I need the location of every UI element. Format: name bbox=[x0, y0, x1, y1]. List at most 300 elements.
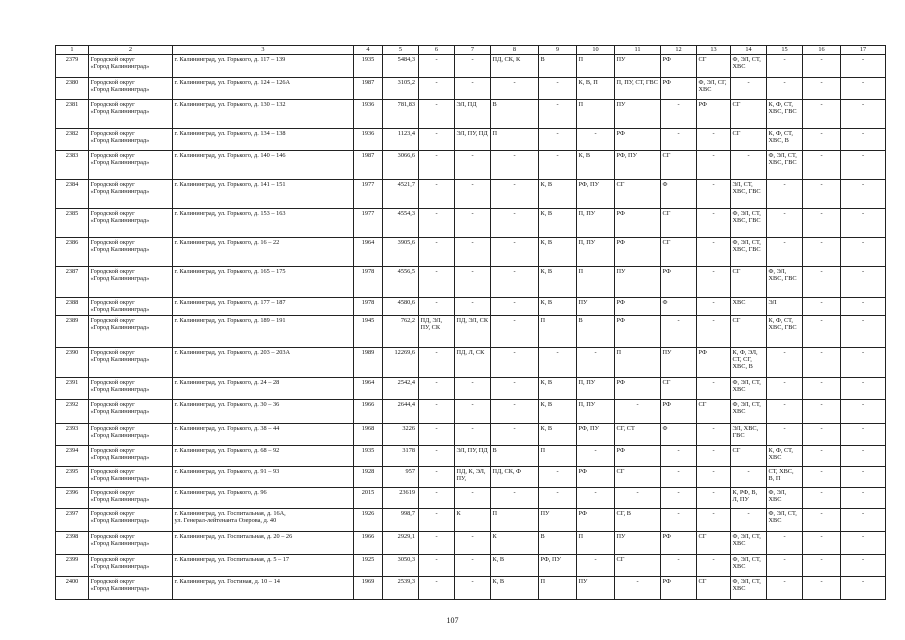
attribute-cell: - bbox=[615, 577, 661, 600]
attribute-cell: Ф, ЭЛ, СТ, ХВС bbox=[731, 577, 767, 600]
attribute-cell: - bbox=[491, 180, 539, 209]
attribute-cell: Ф, ЭЛ, СТ, ХВС bbox=[731, 400, 767, 424]
attribute-cell: ЭЛ, ПУ, ПД bbox=[455, 129, 491, 151]
year-cell: 1925 bbox=[354, 555, 383, 577]
area-cell: 4580,6 bbox=[383, 298, 419, 316]
attribute-cell: К, Ф, СТ, ХВС, ГВС bbox=[767, 316, 803, 348]
address-cell: г. Калининград, ул. Горького, д. 177 – 187 bbox=[173, 298, 354, 316]
year-cell: 1964 bbox=[354, 238, 383, 267]
area-cell: 2539,3 bbox=[383, 577, 419, 600]
attribute-cell: РФ bbox=[615, 238, 661, 267]
table-row bbox=[56, 446, 886, 467]
attribute-cell: - bbox=[491, 424, 539, 446]
attribute-cell: - bbox=[419, 298, 455, 316]
attribute-cell: К, В bbox=[577, 151, 615, 180]
attribute-cell: Ф, ЭЛ, СТ, ХВС bbox=[731, 532, 767, 555]
row-number-cell: 2396 bbox=[56, 488, 89, 509]
attribute-cell: СТ, ХВС, В, П bbox=[767, 467, 803, 488]
attribute-cell: - bbox=[803, 180, 841, 209]
attribute-cell: П bbox=[577, 532, 615, 555]
attribute-cell: К, В bbox=[539, 298, 577, 316]
address-cell: г. Калининград, ул. Горького, д. 140 – 146 bbox=[173, 151, 354, 180]
attribute-cell: - bbox=[661, 488, 697, 509]
attribute-cell: Ф bbox=[661, 298, 697, 316]
attribute-cell: СГ bbox=[731, 100, 767, 129]
attribute-cell: - bbox=[419, 238, 455, 267]
attribute-cell: П, ПУ bbox=[577, 378, 615, 400]
attribute-cell: ПД, ЭЛ, ПУ, СК bbox=[419, 316, 455, 348]
attribute-cell: - bbox=[841, 467, 886, 488]
attribute-cell: - bbox=[419, 555, 455, 577]
attribute-cell: П bbox=[491, 129, 539, 151]
area-cell: 3105,2 bbox=[383, 78, 419, 100]
table-header bbox=[56, 46, 886, 55]
attribute-cell: К, В bbox=[539, 424, 577, 446]
attribute-cell: П, ПУ bbox=[577, 400, 615, 424]
row-number-cell: 2387 bbox=[56, 267, 89, 298]
attribute-cell: - bbox=[841, 577, 886, 600]
attribute-cell: Ф, ЭЛ, СТ, ХВС bbox=[731, 378, 767, 400]
attribute-cell: СГ bbox=[661, 378, 697, 400]
municipality-cell: Городской округ «Город Калининград» bbox=[89, 180, 173, 209]
attribute-cell: - bbox=[731, 78, 767, 100]
attribute-cell: - bbox=[419, 209, 455, 238]
year-cell: 1978 bbox=[354, 298, 383, 316]
attribute-cell: - bbox=[767, 378, 803, 400]
row-number-cell: 2399 bbox=[56, 555, 89, 577]
attribute-cell: ЭЛ, ПУ, ПД bbox=[455, 446, 491, 467]
attribute-cell: СГ bbox=[697, 400, 731, 424]
table-row bbox=[56, 238, 886, 267]
attribute-cell: - bbox=[767, 209, 803, 238]
row-number-cell: 2384 bbox=[56, 180, 89, 209]
table-row bbox=[56, 151, 886, 180]
area-cell: 3178 bbox=[383, 446, 419, 467]
attribute-cell: РФ bbox=[615, 378, 661, 400]
attribute-cell: - bbox=[731, 467, 767, 488]
attribute-cell: - bbox=[615, 400, 661, 424]
attribute-cell: СГ, СТ bbox=[615, 424, 661, 446]
attribute-cell: - bbox=[491, 348, 539, 378]
attribute-cell: ПД, Л, СК bbox=[455, 348, 491, 378]
year-cell: 1978 bbox=[354, 267, 383, 298]
attribute-cell: РФ bbox=[661, 577, 697, 600]
attribute-cell: - bbox=[419, 467, 455, 488]
row-number-cell: 2385 bbox=[56, 209, 89, 238]
row-number-cell: 2393 bbox=[56, 424, 89, 446]
area-cell: 5484,3 bbox=[383, 55, 419, 78]
attribute-cell: - bbox=[803, 209, 841, 238]
table-row bbox=[56, 378, 886, 400]
year-cell: 1989 bbox=[354, 348, 383, 378]
row-number-cell: 2379 bbox=[56, 55, 89, 78]
attribute-cell: ПД, СК, Ф bbox=[491, 467, 539, 488]
attribute-cell: - bbox=[767, 238, 803, 267]
year-cell: 1964 bbox=[354, 378, 383, 400]
attribute-cell: Ф, ЭЛ, СГ, ХВС bbox=[697, 78, 731, 100]
row-number-cell: 2389 bbox=[56, 316, 89, 348]
attribute-cell: - bbox=[803, 316, 841, 348]
year-cell: 1968 bbox=[354, 424, 383, 446]
attribute-cell: - bbox=[491, 78, 539, 100]
attribute-cell: - bbox=[697, 378, 731, 400]
row-number-cell: 2395 bbox=[56, 467, 89, 488]
area-cell: 3905,6 bbox=[383, 238, 419, 267]
attribute-cell: - bbox=[803, 100, 841, 129]
attribute-cell: - bbox=[803, 467, 841, 488]
attribute-cell: - bbox=[539, 129, 577, 151]
column-header: 5 bbox=[383, 46, 419, 55]
municipality-cell: Городской округ «Город Калининград» bbox=[89, 78, 173, 100]
municipality-cell: Городской округ «Город Калининград» bbox=[89, 348, 173, 378]
table-row bbox=[56, 100, 886, 129]
header-row bbox=[56, 46, 886, 55]
attribute-cell: - bbox=[803, 424, 841, 446]
attribute-cell: - bbox=[661, 509, 697, 532]
row-number-cell: 2388 bbox=[56, 298, 89, 316]
attribute-cell: - bbox=[803, 446, 841, 467]
attribute-cell: - bbox=[697, 180, 731, 209]
attribute-cell: РФ bbox=[697, 348, 731, 378]
attribute-cell: - bbox=[577, 555, 615, 577]
column-header: 17 bbox=[841, 46, 886, 55]
attribute-cell: - bbox=[419, 151, 455, 180]
column-header: 9 bbox=[539, 46, 577, 55]
address-cell: г. Калининград, ул. Горького, д. 96 bbox=[173, 488, 354, 509]
attribute-cell: СГ bbox=[731, 316, 767, 348]
address-cell: г. Калининград, ул. Горького, д. 68 – 92 bbox=[173, 446, 354, 467]
attribute-cell: - bbox=[803, 55, 841, 78]
attribute-cell: К, В bbox=[539, 180, 577, 209]
attribute-cell: - bbox=[697, 298, 731, 316]
row-number-cell: 2398 bbox=[56, 532, 89, 555]
attribute-cell: - bbox=[841, 378, 886, 400]
attribute-cell: - bbox=[803, 78, 841, 100]
municipality-cell: Городской округ «Город Калининград» bbox=[89, 378, 173, 400]
attribute-cell: - bbox=[455, 378, 491, 400]
attribute-cell: РФ bbox=[615, 209, 661, 238]
table-row bbox=[56, 488, 886, 509]
area-cell: 2929,1 bbox=[383, 532, 419, 555]
attribute-cell: - bbox=[767, 78, 803, 100]
year-cell: 1928 bbox=[354, 467, 383, 488]
attribute-cell: П bbox=[577, 55, 615, 78]
year-cell: 1977 bbox=[354, 209, 383, 238]
attribute-cell: - bbox=[697, 129, 731, 151]
attribute-cell: - bbox=[803, 577, 841, 600]
table-row bbox=[56, 348, 886, 378]
attribute-cell: ПУ bbox=[539, 509, 577, 532]
attribute-cell: - bbox=[577, 348, 615, 378]
table-row bbox=[56, 55, 886, 78]
column-header: 12 bbox=[661, 46, 697, 55]
attribute-cell: - bbox=[841, 209, 886, 238]
attribute-cell: СГ bbox=[731, 129, 767, 151]
attribute-cell: - bbox=[615, 488, 661, 509]
address-cell: г. Калининград, ул. Горького, д. 117 – 139 bbox=[173, 55, 354, 78]
address-cell: г. Калининград, ул. Горького, д. 38 – 44 bbox=[173, 424, 354, 446]
attribute-cell: ПУ bbox=[577, 577, 615, 600]
attribute-cell: - bbox=[767, 180, 803, 209]
attribute-cell: К, В bbox=[539, 400, 577, 424]
attribute-cell: Ф, ЭЛ, СТ, ХВС, ГВС bbox=[731, 238, 767, 267]
attribute-cell: П, ПУ bbox=[577, 209, 615, 238]
attribute-cell: П bbox=[539, 446, 577, 467]
attribute-cell: - bbox=[661, 467, 697, 488]
attribute-cell: К, Ф, СТ, ХВС, В bbox=[767, 129, 803, 151]
attribute-cell: К, Ф, ЭЛ, СТ, СГ, ХВС, В bbox=[731, 348, 767, 378]
attribute-cell: П bbox=[615, 348, 661, 378]
attribute-cell: - bbox=[455, 400, 491, 424]
attribute-cell: РФ, ПУ bbox=[577, 424, 615, 446]
municipality-cell: Городской округ «Город Калининград» bbox=[89, 267, 173, 298]
table-row bbox=[56, 316, 886, 348]
attribute-cell: - bbox=[841, 100, 886, 129]
column-header: 14 bbox=[731, 46, 767, 55]
attribute-cell: П bbox=[577, 267, 615, 298]
attribute-cell: П bbox=[491, 509, 539, 532]
attribute-cell: СГ bbox=[615, 467, 661, 488]
attribute-cell: - bbox=[767, 577, 803, 600]
attribute-cell: - bbox=[455, 238, 491, 267]
attribute-cell: Ф, ЭЛ, ХВС bbox=[767, 488, 803, 509]
attribute-cell: ПУ bbox=[615, 267, 661, 298]
attribute-cell: - bbox=[419, 446, 455, 467]
attribute-cell: ПУ bbox=[577, 298, 615, 316]
attribute-cell: - bbox=[419, 509, 455, 532]
attribute-cell: - bbox=[841, 129, 886, 151]
attribute-cell: - bbox=[455, 180, 491, 209]
year-cell: 1969 bbox=[354, 577, 383, 600]
row-number-cell: 2382 bbox=[56, 129, 89, 151]
attribute-cell: ПУ bbox=[615, 55, 661, 78]
attribute-cell: - bbox=[841, 316, 886, 348]
attribute-cell: К, В bbox=[491, 555, 539, 577]
area-cell: 957 bbox=[383, 467, 419, 488]
area-cell: 2542,4 bbox=[383, 378, 419, 400]
attribute-cell: - bbox=[455, 78, 491, 100]
attribute-cell: - bbox=[419, 348, 455, 378]
table-row bbox=[56, 180, 886, 209]
attribute-cell: П bbox=[539, 316, 577, 348]
attribute-cell: К, В bbox=[539, 238, 577, 267]
column-header: 7 bbox=[455, 46, 491, 55]
attribute-cell: СГ bbox=[697, 577, 731, 600]
attribute-cell: - bbox=[661, 100, 697, 129]
municipality-cell: Городской округ «Город Калининград» bbox=[89, 400, 173, 424]
attribute-cell: РФ bbox=[661, 78, 697, 100]
attribute-cell: ПД, СК, К bbox=[491, 55, 539, 78]
row-number-cell: 2380 bbox=[56, 78, 89, 100]
attribute-cell: РФ bbox=[661, 267, 697, 298]
attribute-cell: - bbox=[419, 532, 455, 555]
year-cell: 2015 bbox=[354, 488, 383, 509]
year-cell: 1935 bbox=[354, 446, 383, 467]
attribute-cell: ЭЛ, ПД bbox=[455, 100, 491, 129]
attribute-cell: РФ bbox=[615, 129, 661, 151]
attribute-cell: - bbox=[767, 532, 803, 555]
attribute-cell: РФ bbox=[615, 298, 661, 316]
attribute-cell: СГ bbox=[661, 151, 697, 180]
attribute-cell: - bbox=[767, 55, 803, 78]
year-cell: 1935 bbox=[354, 55, 383, 78]
area-cell: 12269,6 bbox=[383, 348, 419, 378]
year-cell: 1926 bbox=[354, 509, 383, 532]
attribute-cell: В bbox=[491, 100, 539, 129]
attribute-cell: - bbox=[455, 55, 491, 78]
attribute-cell: П bbox=[577, 100, 615, 129]
attribute-cell: - bbox=[697, 467, 731, 488]
area-cell: 998,7 bbox=[383, 509, 419, 532]
attribute-cell: К bbox=[491, 532, 539, 555]
attribute-cell: П, ПУ bbox=[577, 238, 615, 267]
attribute-cell: - bbox=[577, 129, 615, 151]
attribute-cell: В bbox=[577, 316, 615, 348]
attribute-cell: - bbox=[539, 78, 577, 100]
attribute-cell: Ф, ЭЛ, СТ, ХВС, ГВС bbox=[731, 209, 767, 238]
attribute-cell: - bbox=[767, 400, 803, 424]
attribute-cell: К, В bbox=[491, 577, 539, 600]
table-row bbox=[56, 298, 886, 316]
attribute-cell: ПУ bbox=[615, 532, 661, 555]
attribute-cell: - bbox=[803, 298, 841, 316]
attribute-cell: - bbox=[697, 509, 731, 532]
municipality-cell: Городской округ «Город Калининград» bbox=[89, 100, 173, 129]
row-number-cell: 2386 bbox=[56, 238, 89, 267]
attribute-cell: - bbox=[577, 488, 615, 509]
attribute-cell: - bbox=[697, 238, 731, 267]
attribute-cell: В bbox=[539, 532, 577, 555]
attribute-cell: - bbox=[455, 488, 491, 509]
year-cell: 1966 bbox=[354, 400, 383, 424]
table-row bbox=[56, 267, 886, 298]
area-cell: 4556,5 bbox=[383, 267, 419, 298]
attribute-cell: СГ bbox=[731, 267, 767, 298]
municipality-cell: Городской округ «Город Калининград» bbox=[89, 55, 173, 78]
attribute-cell: - bbox=[803, 267, 841, 298]
attribute-cell: - bbox=[803, 151, 841, 180]
table-row bbox=[56, 467, 886, 488]
attribute-cell: К, РФ, В, Л, ПУ bbox=[731, 488, 767, 509]
attribute-cell: ЭЛ bbox=[767, 298, 803, 316]
attribute-cell: ЭЛ, ХВС, ГВС bbox=[731, 424, 767, 446]
attribute-cell: СГ bbox=[661, 209, 697, 238]
attribute-cell: - bbox=[539, 348, 577, 378]
municipality-cell: Городской округ «Город Калининград» bbox=[89, 298, 173, 316]
attribute-cell: - bbox=[539, 151, 577, 180]
area-cell: 762,2 bbox=[383, 316, 419, 348]
year-cell: 1945 bbox=[354, 316, 383, 348]
table-row bbox=[56, 424, 886, 446]
address-cell: г. Калининград, ул. Гостиная, д. 10 – 14 bbox=[173, 577, 354, 600]
attribute-cell: СГ bbox=[697, 55, 731, 78]
row-number-cell: 2392 bbox=[56, 400, 89, 424]
municipality-cell: Городской округ «Город Калининград» bbox=[89, 532, 173, 555]
attribute-cell: - bbox=[731, 151, 767, 180]
attribute-cell: - bbox=[455, 267, 491, 298]
attribute-cell: - bbox=[697, 424, 731, 446]
attribute-cell: ПУ bbox=[615, 100, 661, 129]
address-cell: г. Калининград, ул. Горького, д. 130 – 132 bbox=[173, 100, 354, 129]
area-cell: 781,83 bbox=[383, 100, 419, 129]
attribute-cell: - bbox=[491, 400, 539, 424]
column-header: 4 bbox=[354, 46, 383, 55]
attribute-cell: - bbox=[491, 238, 539, 267]
address-cell: г. Калининград, ул. Госпитальная, д. 5 – 17 bbox=[173, 555, 354, 577]
table-row bbox=[56, 400, 886, 424]
column-header: 1 bbox=[56, 46, 89, 55]
register-table bbox=[55, 45, 886, 600]
attribute-cell: СГ bbox=[615, 555, 661, 577]
municipality-cell: Городской округ «Город Калининград» bbox=[89, 424, 173, 446]
column-header: 6 bbox=[419, 46, 455, 55]
attribute-cell: - bbox=[491, 378, 539, 400]
address-cell: г. Калининград, ул. Горького, д. 91 – 93 bbox=[173, 467, 354, 488]
attribute-cell: - bbox=[767, 424, 803, 446]
attribute-cell: РФ bbox=[577, 467, 615, 488]
table-row bbox=[56, 532, 886, 555]
attribute-cell: Ф bbox=[661, 180, 697, 209]
attribute-cell: ЭЛ, СТ, ХВС, ГВС bbox=[731, 180, 767, 209]
attribute-cell: - bbox=[803, 509, 841, 532]
attribute-cell: Ф bbox=[661, 424, 697, 446]
address-cell: г. Калининград, ул. Горького, д. 134 – 138 bbox=[173, 129, 354, 151]
municipality-cell: Городской округ «Город Калининград» bbox=[89, 151, 173, 180]
year-cell: 1936 bbox=[354, 129, 383, 151]
attribute-cell: ПД, К, ЭЛ, ПУ, bbox=[455, 467, 491, 488]
attribute-cell: - bbox=[697, 209, 731, 238]
attribute-cell: - bbox=[419, 78, 455, 100]
attribute-cell: - bbox=[841, 532, 886, 555]
address-cell: г. Калининград, ул. Горького, д. 153 – 163 bbox=[173, 209, 354, 238]
attribute-cell: СГ bbox=[731, 446, 767, 467]
attribute-cell: - bbox=[455, 209, 491, 238]
attribute-cell: РФ, ПУ bbox=[577, 180, 615, 209]
attribute-cell: - bbox=[419, 577, 455, 600]
attribute-cell: К, В, П bbox=[577, 78, 615, 100]
column-header: 16 bbox=[803, 46, 841, 55]
attribute-cell: - bbox=[841, 78, 886, 100]
attribute-cell: - bbox=[697, 555, 731, 577]
address-cell: г. Калининград, ул. Горького, д. 189 – 191 bbox=[173, 316, 354, 348]
attribute-cell: - bbox=[697, 267, 731, 298]
attribute-cell: - bbox=[841, 151, 886, 180]
attribute-cell: - bbox=[841, 348, 886, 378]
attribute-cell: ПУ bbox=[661, 348, 697, 378]
attribute-cell: Ф, ЭЛ, ХВС, ГВС bbox=[767, 267, 803, 298]
attribute-cell: - bbox=[419, 400, 455, 424]
area-cell: 1123,4 bbox=[383, 129, 419, 151]
municipality-cell: Городской округ «Город Калининград» bbox=[89, 446, 173, 467]
attribute-cell: - bbox=[803, 532, 841, 555]
municipality-cell: Городской округ «Город Калининград» bbox=[89, 467, 173, 488]
address-cell: г. Калининград, ул. Горького, д. 165 – 175 bbox=[173, 267, 354, 298]
attribute-cell: - bbox=[841, 55, 886, 78]
table-row bbox=[56, 509, 886, 532]
row-number-cell: 2390 bbox=[56, 348, 89, 378]
attribute-cell: Ф, ЭЛ, СТ, ХВС, ГВС bbox=[767, 151, 803, 180]
attribute-cell: К, Ф, СТ, ХВС, ГВС bbox=[767, 100, 803, 129]
attribute-cell: - bbox=[697, 151, 731, 180]
attribute-cell: - bbox=[803, 378, 841, 400]
attribute-cell: - bbox=[419, 129, 455, 151]
table-row bbox=[56, 555, 886, 577]
table-row bbox=[56, 209, 886, 238]
attribute-cell: - bbox=[455, 151, 491, 180]
table-body bbox=[56, 55, 886, 600]
attribute-cell: - bbox=[419, 378, 455, 400]
attribute-cell: - bbox=[539, 100, 577, 129]
